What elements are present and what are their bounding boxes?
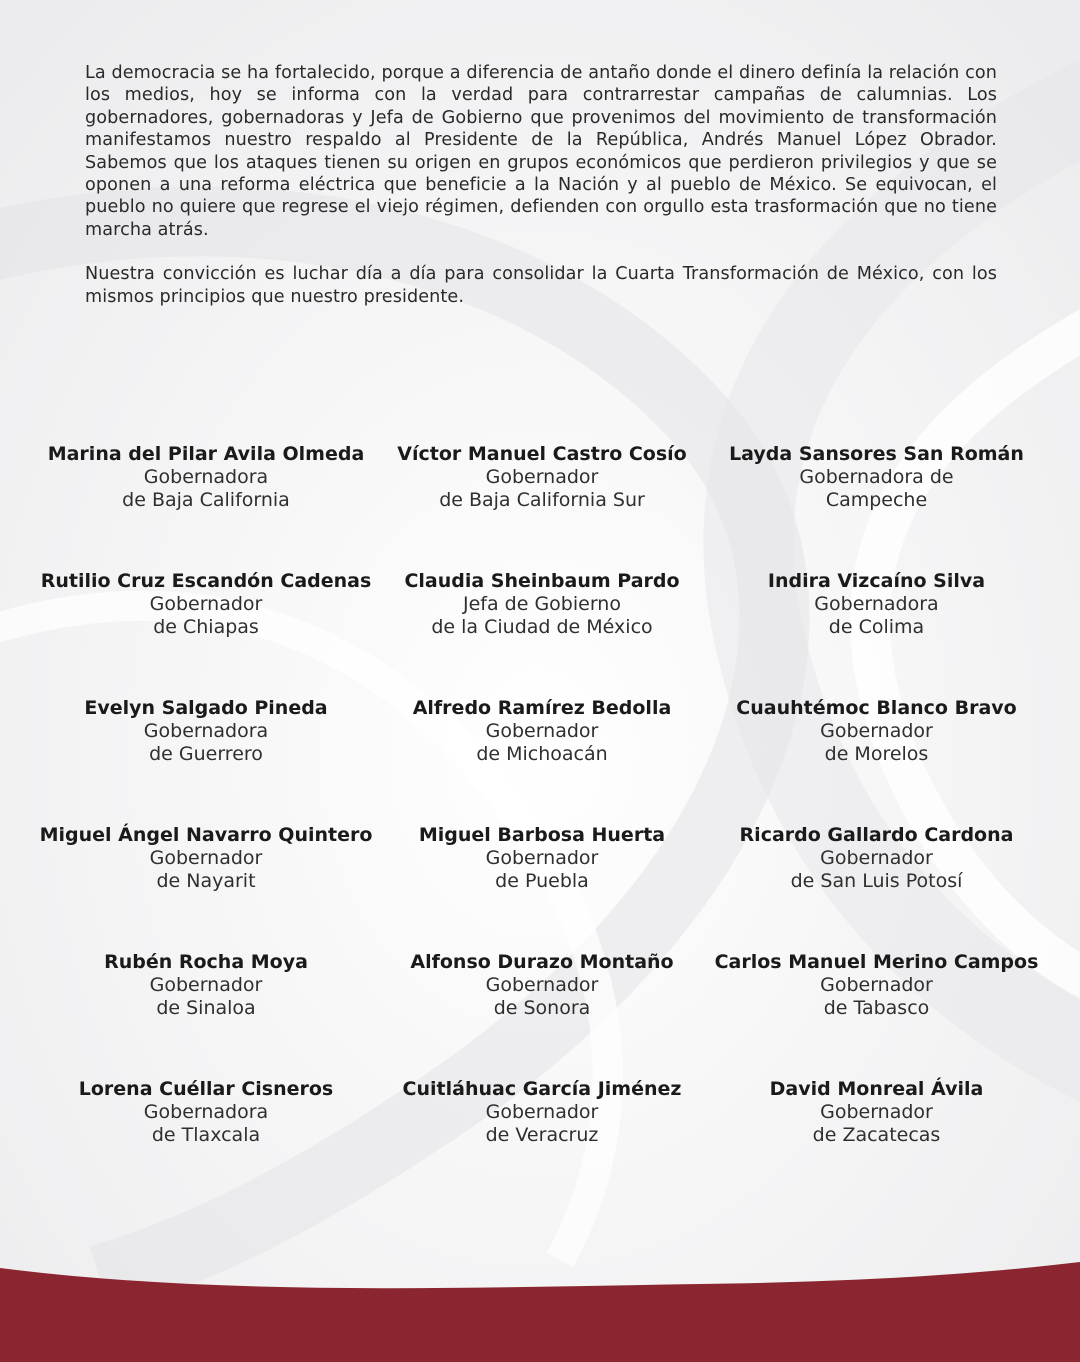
signatory-role: Gobernador (485, 720, 599, 742)
signatory-state: de Baja California Sur (439, 489, 645, 511)
signatory-role: Gobernador (149, 974, 263, 996)
signatory (38, 951, 374, 1078)
signatory (374, 697, 710, 824)
signatory-state: Campeche (825, 489, 928, 511)
signatory-state: de Zacatecas (812, 1124, 941, 1146)
signatory-state: de la Ciudad de México (431, 616, 653, 638)
signatory (710, 1078, 1043, 1205)
signatory-name: Rutilio Cruz Escandón Cadenas (40, 570, 372, 592)
signatory (374, 824, 710, 951)
signatory (38, 1078, 374, 1205)
signatory-state: de Puebla (495, 870, 589, 892)
signatories-grid (38, 443, 1043, 1205)
signatory-name: Indira Vizcaíno Silva (767, 570, 986, 592)
signatory (374, 951, 710, 1078)
signatory-role: Gobernador (820, 1101, 933, 1123)
signatory-name: Miguel Barbosa Huerta (418, 824, 666, 846)
signatory-name: Alfonso Durazo Montaño (410, 951, 674, 973)
signatory-role: Gobernador (149, 593, 263, 615)
signatory (38, 697, 374, 824)
signatory-name: David Monreal Ávila (769, 1078, 984, 1100)
signatory-state: de San Luis Potosí (790, 870, 963, 892)
signatory-role: Gobernadora de (799, 466, 954, 488)
signatory (710, 824, 1043, 951)
signatory-state: de Tabasco (823, 997, 930, 1019)
signatory (38, 443, 374, 570)
signatory (374, 1078, 710, 1205)
signatory-name: Carlos Manuel Merino Campos (714, 951, 1039, 973)
signatory-state: de Tlaxcala (151, 1124, 261, 1146)
signatory-state: de Baja California (122, 489, 290, 511)
signatory-name: Layda Sansores San Román (729, 443, 1024, 465)
signatory-name: Lorena Cuéllar Cisneros (78, 1078, 334, 1100)
statement-text (85, 62, 997, 330)
signatory-state: de Chiapas (153, 616, 259, 638)
signatory (38, 570, 374, 697)
signatory-name: Evelyn Salgado Pineda (84, 697, 328, 719)
signatory (710, 570, 1043, 697)
signatory-role: Jefa de Gobierno (463, 593, 621, 615)
signatory-role: Gobernador (149, 847, 263, 869)
signatory (710, 697, 1043, 824)
signatory-name: Cuauhtémoc Blanco Bravo (736, 697, 1017, 719)
signatory-name: Claudia Sheinbaum Pardo (404, 570, 680, 592)
signatory-role: Gobernador (820, 974, 933, 996)
signatory (710, 443, 1043, 570)
signatory-state: de Colima (828, 616, 925, 638)
statement-paragraph-2: Nuestra convicción es luchar día a día para consolidar la Cuarta Transformación de México, con los mismos principios que nuestro presidente. (85, 264, 997, 307)
signatory-role: Gobernador (485, 466, 599, 488)
signatory-name: Miguel Ángel Navarro Quintero (39, 824, 373, 846)
signatory-role: Gobernadora (143, 1101, 269, 1123)
signatory (710, 951, 1043, 1078)
signatory-name: Cuitláhuac García Jiménez (402, 1078, 682, 1100)
signatory-state: de Michoacán (476, 743, 608, 765)
signatory-state: de Veracruz (485, 1124, 599, 1146)
signatory-state: de Guerrero (149, 743, 263, 765)
signatory-name: Marina del Pilar Avila Olmeda (47, 443, 365, 465)
statement-paragraph-1: La democracia se ha fortalecido, porque a diferencia de antaño donde el dinero definía la relación con los medios, hoy se informa con la verdad para contrarrestar campañas de calumnias. Los gobernadores, gobernadoras y Jefa de Gobierno que provenimos del movimiento de transformación manifestamos nuestro respaldo al Presidente de la República, Andrés Manuel López Obrador. Sabemos que los ataques tienen su origen en grupos económicos que perdieron privilegios y que se oponen a una reforma eléctrica que beneficie a la Nación y al pueblo de México. Se equivocan, el pueblo no quiere que regrese el viejo régimen, defienden con orgullo esta trasformación que no tiene marcha atrás. (85, 63, 997, 240)
signatory-state: de Morelos (824, 743, 929, 765)
signatory-name: Alfredo Ramírez Bedolla (412, 697, 672, 719)
signatory (374, 443, 710, 570)
signatory-state: de Nayarit (156, 870, 256, 892)
signatory-role: Gobernador (820, 847, 933, 869)
signatory-role: Gobernador (485, 974, 599, 996)
signatory-state: de Sonora (493, 997, 591, 1019)
signatory-role: Gobernador (485, 1101, 599, 1123)
signatory-name: Rubén Rocha Moya (104, 951, 308, 973)
signatory-state: de Sinaloa (156, 997, 256, 1019)
signatory-role: Gobernador (820, 720, 933, 742)
signatory-name: Ricardo Gallardo Cardona (739, 824, 1014, 846)
signatory-name: Víctor Manuel Castro Cosío (397, 443, 687, 465)
signatory-role: Gobernadora (143, 466, 269, 488)
signatory-role: Gobernadora (143, 720, 269, 742)
signatory (38, 824, 374, 951)
signatory (374, 570, 710, 697)
signatory-role: Gobernador (485, 847, 599, 869)
signatory-role: Gobernadora (814, 593, 939, 615)
